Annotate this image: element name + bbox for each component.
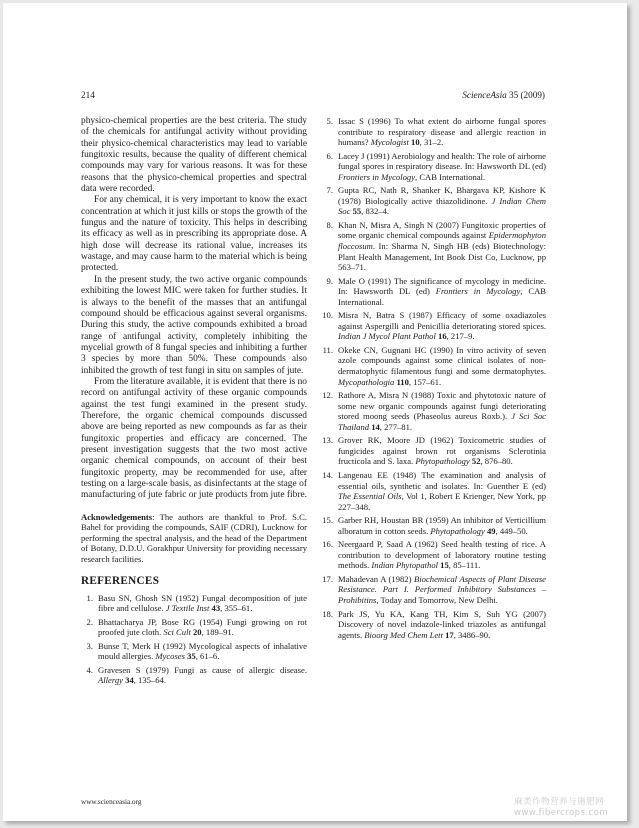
- reference-item: 8. Khan N, Misra A, Singh N (2007) Fungitoxic properties of some organic chemical compounds against Epidermophyton floccosum. In: Sharma N, Singh HB (eds) Biotechnology: Plant Health Management, Int Book Dist Co, Lucknow, pp 563–71.: [326, 219, 546, 273]
- reference-item: 17. Mahadevan A (1982) Biochemical Aspects of Plant Disease Resistance. Part I. Performed Inhibitory Substances – Prohibitins, Today and Tomorrow, New Delhi.: [322, 573, 546, 605]
- reference-item: 1. Basu SN, Ghosh SN (1952) Fungal decomposition of jute fibre and cellulose. J Textile Inst 43, 355–61.: [86, 592, 307, 614]
- journal-volume: 35 (2009): [509, 90, 545, 100]
- reference-item: 14. Langenau EE (1948) The examination and analysis of essential oils, synthetic and isolates. In: Guenther E (ed) The Essential Oils, Vol 1, Robert E Krienger, New York, pp 227–348.: [322, 469, 546, 512]
- reference-item: 9. Male O (1991) The significance of mycology in medicine. In: Hawsworth DL (ed) Frontiers in Mycology, CAB International.: [326, 275, 547, 307]
- reference-item: 18. Park JS, Yu KA, Kang TH, Kim S, Suh YG (2007) Discovery of novel indazole-linked triazoles as antifungal agents. Bioorg Med Chem Lett 17, 3486–90.: [322, 608, 546, 640]
- reference-item: 11. Okeke CN, Gugnani HC (1990) In vitro activity of seven azole compounds against some clinical isolates of non-dermatophytic filamentous fungi and some dermatophytes. Mycopathologia 110, 157–61.: [322, 344, 546, 387]
- reference-list-left: [81, 593, 307, 686]
- watermark-line-url: www.fibercrops.com: [514, 807, 609, 818]
- left-column: [81, 116, 307, 689]
- footer-url: www.scienceasia.org: [81, 798, 142, 806]
- acknowledgements-text: : The authors are thankful to Prof. S.C. Bahel for providing the compounds, SAIF (CDRI), Lucknow for performing the spectral analysis, and the head of the Department of Botany, D.D.U. Gorakhpur University for providing necessary research facilities.: [81, 511, 307, 565]
- reference-item: 7. Gupta RC, Nath R, Shanker K, Bhargava KP, Kishore K (1978) Biologically active thiazolidinone. J Indian Chem Soc 55, 832–4.: [326, 185, 546, 217]
- reference-item: 5. Issac S (1996) To what extent do airborne fungal spores contribute to respiratory disease and allergic reaction in humans? Mycologist 10, 31–2.: [326, 116, 546, 148]
- reference-item: 2. Bhattacharya JP, Bose RG (1954) Fungi growing on rot proofed jute cloth. Sci Cult 20, 189–91.: [86, 616, 307, 638]
- body-paragraph: From the literature available, it is evident that there is no record on antifungal activity of these organic compounds against the test fungi examined in the present study. Therefore, the organic chemical compounds discussed above are being reported as new compounds as far as their fungitoxic properties and efficacy are concerned. The present investigation suggests that the two most active organic chemical compounds, on account of their best fungitoxic property, may be recommended for use, after testing on a large-scale basis, as disinfectants at the stage of manufacturing of jute fabric or jute products from jute fibre.: [81, 376, 307, 501]
- reference-item: 6. Lacey J (1991) Aerobiology and health: The role of airborne fungal spores in respiratory disease. In: Hawsworth DL (ed) Frontiers in Mycology, CAB International.: [326, 150, 546, 182]
- references-heading: REFERENCES: [81, 574, 160, 587]
- reference-item: 16. Neergaard P, Saad A (1962) Seed health testing of rice. A contribution to development of laboratory routine testing methods. Indian Phytopathol 15, 85–111.: [322, 539, 546, 571]
- body-paragraph: physico-chemical properties are the best criteria. The study of the chemicals for antifungal activity without providing their physico-chemical characteristics may lead to variable fungitoxic results, because the quality of different chemical compounds may vary for various reasons. It was for these reasons that the physico-chemical properties and spectral data were recorded.: [81, 116, 307, 195]
- acknowledgements-heading: Acknowledgements: [81, 511, 153, 522]
- body-paragraph: In the present study, the two active organic compounds exhibiting the lowest MIC were taken for further studies. It is always to the benefit of the masses that an antifungal compound should be efficacious against several organisms. During this study, the active compounds exhibited a broad range of antifungal activity, completely inhibiting the mycelial growth of 8 fungal species and inhibiting a further 3 species by more than 50%. These compounds also inhibited the growth of test fungi in situ on samples of jute.: [81, 274, 307, 376]
- right-column: [321, 116, 546, 643]
- site-watermark: [514, 797, 608, 818]
- reference-item: 3. Bunse T, Merk H (1992) Mycological aspects of inhalative mould allergies. Mycoses 35, 61–6.: [86, 640, 307, 662]
- journal-name: ScienceAsia: [462, 90, 507, 100]
- reference-item: 15. Garber RH, Houstan BR (1959) An inhibitor of Verticillium alboratum in cotton seeds. Phytopathology 49, 449–50.: [322, 515, 546, 536]
- reference-item: 13. Grover RK, Moore JD (1962) Toxicometric studies of fungicides against brown rot organisms Sclerotinia fructicola and S. laxa. Phytopathology 52, 876–80.: [322, 435, 546, 467]
- watermark-line-cn: 麻类作物营养与施肥网: [514, 797, 604, 807]
- page-sheet: [3, 3, 627, 821]
- reference-item: 4. Gravesen S (1979) Fungi as cause of allergic disease. Allergy 34, 135–64.: [86, 664, 307, 686]
- page-number: 214: [81, 90, 95, 100]
- journal-citation: [462, 90, 545, 101]
- body-paragraph: For any chemical, it is very important to know the exact concentration at which it just kills or stops the growth of the fungus and the nature of toxicity. This helps in describing its efficacy as well as in prescribing its appropriate dose. A high dose will decrease its rational value, increases its wastage, and may cause harm to the material which is being protected.: [81, 195, 307, 274]
- reference-list-right: [321, 116, 546, 640]
- reference-item: 12. Rathore A, Misra N (1988) Toxic and phytotoxic nature of some new organic compounds against fungi deteriorating stored moong seeds (Phaseolus aureus Roxb.). J Sci Soc Thailand 14, 277–81.: [322, 390, 546, 432]
- reference-item: 10. Misra N, Batra S (1987) Efficacy of some oxadiazoles against Aspergilli and Penicillia deteriorating stored spices. Indian J Mycol Plant Pathol 16, 217–9.: [322, 310, 546, 342]
- acknowledgements: [81, 512, 307, 565]
